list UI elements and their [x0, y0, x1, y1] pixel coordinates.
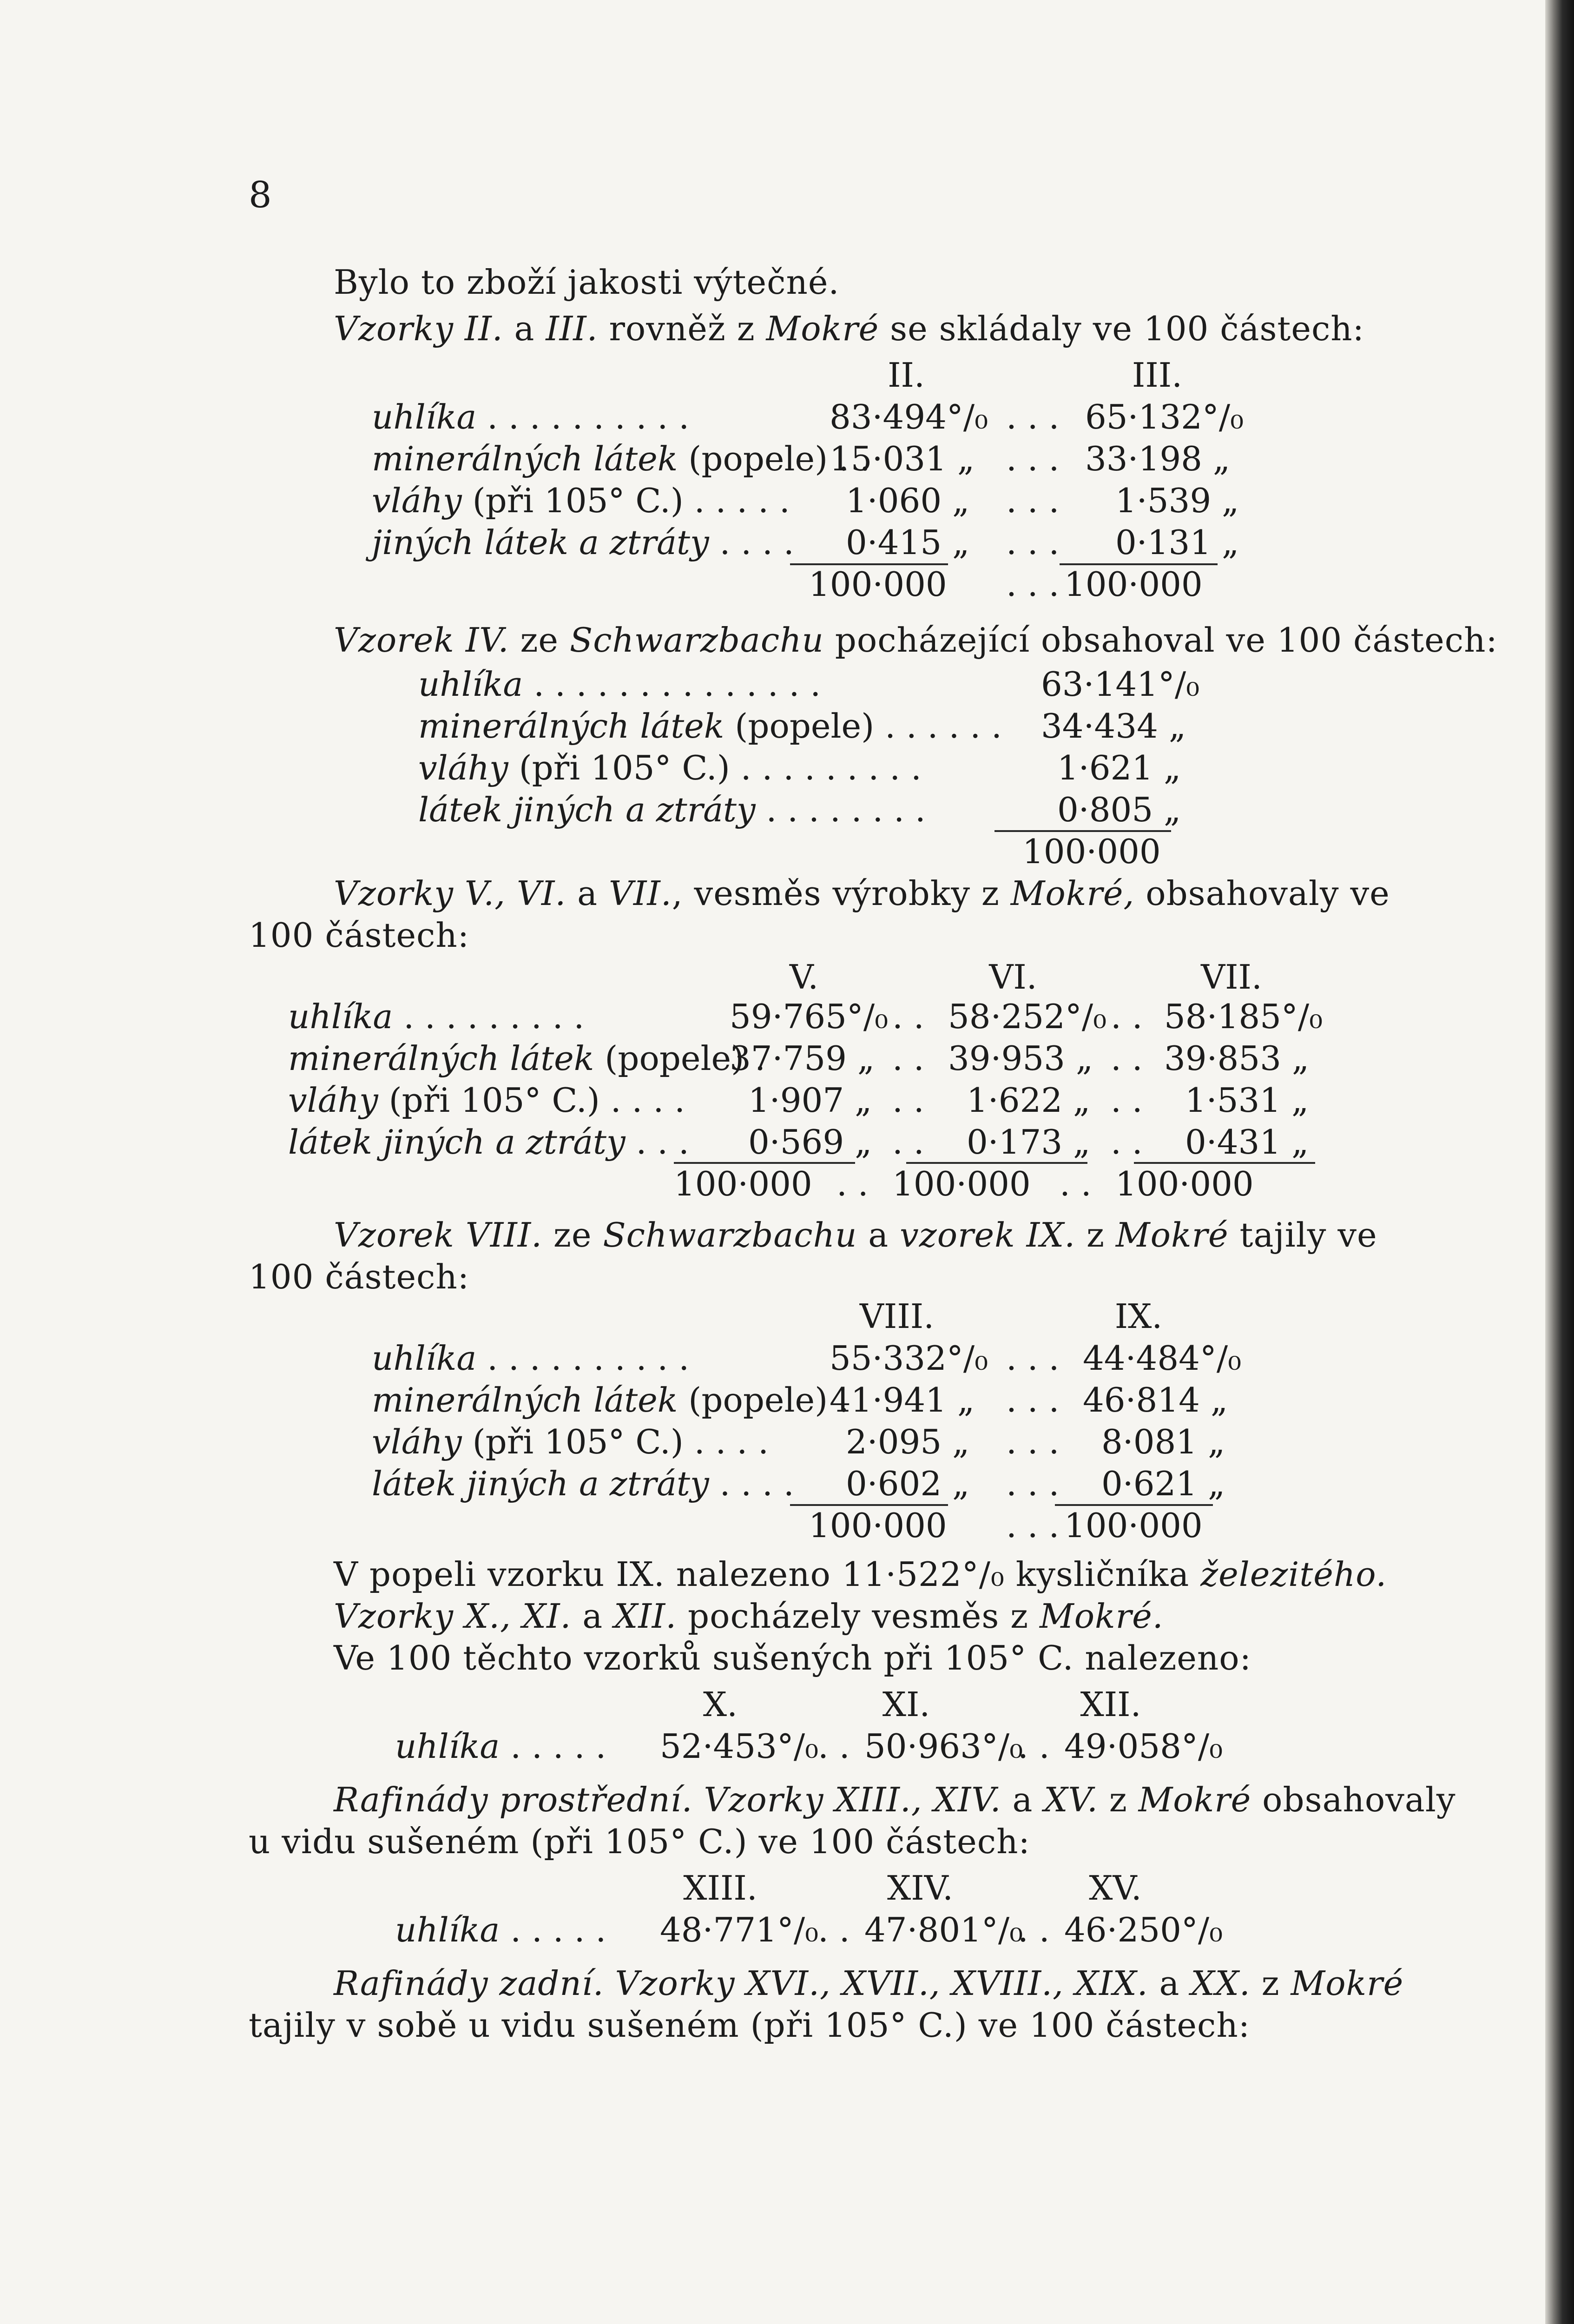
- s7-lead: Rafinády zadní. Vzorky XVI., XVII., XVIII., XIX. a XX. z Mokré: [334, 1964, 1404, 2003]
- s3-lead-line2: 100 částech:: [249, 916, 470, 955]
- s3-row-label: vláhy (při 105° C.) . . . .: [288, 1081, 685, 1120]
- s3-row-sep2: . .: [1111, 997, 1143, 1036]
- s1-row-sep: . . .: [1006, 397, 1060, 436]
- s4-row-label: látek jiných a ztráty . . . .: [372, 1464, 794, 1503]
- s4-row-sep: . . .: [1006, 1380, 1060, 1419]
- s2-row-v1: 63·141°/₀: [1041, 665, 1200, 704]
- s2-row-v1: 1·621 „: [1057, 748, 1181, 787]
- s1-row-v1: 83·494°/₀: [830, 397, 988, 436]
- s5-row-v2: 50·963°/₀: [864, 1727, 1023, 1766]
- s3-row-sep1: . .: [892, 1039, 924, 1078]
- s3-row-v3: 58·185°/₀: [1164, 997, 1323, 1036]
- s6-lead-line2: u vidu sušeném (při 105° C.) ve 100 částech:: [249, 1822, 1030, 1861]
- s3-sum-rule-2: [906, 1162, 1087, 1164]
- s1-row-sep: . . .: [1006, 481, 1060, 520]
- s4-lead-line2: 100 částech:: [249, 1257, 470, 1296]
- s1-header-iii: III.: [1132, 356, 1183, 395]
- s2-row-label: látek jiných a ztráty . . . . . . . .: [418, 790, 926, 829]
- s3-header-vi: VI.: [989, 957, 1037, 997]
- s3-row-v1: 59·765°/₀: [730, 997, 889, 1036]
- s1-row-v1: 1·060 „: [846, 481, 970, 520]
- s2-row-v1: 34·434 „: [1041, 706, 1186, 746]
- s4-row-v1: 2·095 „: [846, 1422, 970, 1461]
- s3-row-sep1: . .: [892, 997, 924, 1036]
- s3-row-sep2: . .: [1111, 1122, 1143, 1162]
- s6-row-sep1: . .: [818, 1910, 850, 1949]
- s1-row-sep: . . .: [1006, 439, 1060, 478]
- s3-row-v1: 1·907 „: [748, 1081, 872, 1120]
- s4-header-viii: VIII.: [859, 1297, 935, 1336]
- s5-header-x: X.: [703, 1685, 738, 1724]
- s3-sum-rule-3: [1134, 1162, 1315, 1164]
- s3-row-v2: 0·173 „: [967, 1122, 1091, 1162]
- s5-header-xii: XII.: [1080, 1685, 1141, 1724]
- s1-row-v2: 0·131 „: [1115, 523, 1239, 562]
- s3-header-vii: VII.: [1201, 957, 1262, 997]
- s1-header-ii: II.: [888, 356, 925, 395]
- s1-row-label: vláhy (při 105° C.) . . . . .: [372, 481, 790, 520]
- s2-total-1: 100·000: [1022, 832, 1161, 871]
- s5-row-v3: 49·058°/₀: [1064, 1727, 1223, 1766]
- s3-sum-rule-1: [674, 1162, 855, 1164]
- s3-row-label: minerálných látek (popele) .: [288, 1039, 766, 1078]
- s5-line2: Vzorky X., XI. a XII. pocházely vesměs z Mokré.: [334, 1597, 1164, 1636]
- s3-total-sep1: . .: [836, 1164, 869, 1203]
- s1-row-label: minerálných látek (popele) . .: [372, 439, 870, 478]
- s3-row-v2: 1·622 „: [967, 1081, 1091, 1120]
- s4-row-v2: 46·814 „: [1083, 1380, 1228, 1419]
- s3-row-sep1: . .: [892, 1122, 924, 1162]
- s3-row-sep1: . .: [892, 1081, 924, 1120]
- s4-row-sep: . . .: [1006, 1422, 1060, 1461]
- s6-row-v1: 48·771°/₀: [660, 1910, 819, 1949]
- s3-row-v2: 58·252°/₀: [948, 997, 1107, 1036]
- s5-row-sep1: . .: [818, 1727, 850, 1766]
- s6-row-v2: 47·801°/₀: [864, 1910, 1023, 1949]
- s3-row-label: látek jiných a ztráty . . .: [288, 1122, 689, 1162]
- s1-lead: Vzorky II. a III. rovněž z Mokré se skládaly ve 100 částech:: [334, 309, 1364, 348]
- s1-total-sep: . . .: [1006, 565, 1060, 604]
- s4-row-label: minerálných látek (popele) .: [372, 1380, 850, 1419]
- s7-lead-line2: tajily v sobě u vidu sušeném (při 105° C.) ve 100 částech:: [249, 2006, 1250, 2045]
- s3-row-v3: 0·431 „: [1185, 1122, 1309, 1162]
- s3-row-v1: 0·569 „: [748, 1122, 872, 1162]
- s6-row-v3: 46·250°/₀: [1064, 1910, 1223, 1949]
- s2-row-label: vláhy (při 105° C.) . . . . . . . . .: [418, 748, 922, 787]
- s4-header-ix: IX.: [1114, 1297, 1163, 1336]
- s6-header-xiv: XIV.: [887, 1868, 953, 1908]
- s1-row-v2: 65·132°/₀: [1085, 397, 1244, 436]
- s5-line3: Ve 100 těchto vzorků sušených při 105° C. nalezeno:: [334, 1638, 1251, 1677]
- s3-row-sep2: . .: [1111, 1081, 1143, 1120]
- s5-row-v1: 52·453°/₀: [660, 1727, 819, 1766]
- s5-line1: V popeli vzorku IX. nalezeno 11·522°/₀ kysličníka železitého.: [334, 1555, 1387, 1594]
- s6-header-xv: XV.: [1089, 1868, 1142, 1908]
- s1-row-label: uhlíka . . . . . . . . . .: [372, 397, 690, 436]
- s4-row-v2: 8·081 „: [1101, 1422, 1225, 1461]
- s3-row-label: uhlíka . . . . . . . . .: [288, 997, 585, 1036]
- s6-row-sep2: . .: [1018, 1910, 1050, 1949]
- s3-row-v2: 39·953 „: [948, 1039, 1093, 1078]
- s2-row-v1: 0·805 „: [1057, 790, 1181, 829]
- s4-total-sep: . . .: [1006, 1506, 1060, 1545]
- s3-header-v: V.: [789, 957, 819, 997]
- s5-row-label: uhlíka . . . . .: [395, 1727, 606, 1766]
- s1-row-v1: 15·031 „: [830, 439, 975, 478]
- s1-total-1: 100·000: [809, 565, 947, 604]
- s4-row-v2: 0·621 „: [1101, 1464, 1225, 1503]
- s5-header-xi: XI.: [882, 1685, 930, 1724]
- s6-lead: Rafinády prostřední. Vzorky XIII., XIV. a XV. z Mokré obsahovaly: [334, 1780, 1456, 1819]
- s4-row-sep: . . .: [1006, 1464, 1060, 1503]
- s1-row-v1: 0·415 „: [846, 523, 970, 562]
- s5-row-sep2: . .: [1018, 1727, 1050, 1766]
- s4-total-2: 100·000: [1064, 1506, 1203, 1545]
- s6-row-label: uhlíka . . . . .: [395, 1910, 606, 1949]
- s4-row-v1: 55·332°/₀: [830, 1339, 988, 1378]
- s3-total-sep2: . .: [1060, 1164, 1092, 1203]
- page-edge-shadow: [1545, 0, 1574, 2324]
- s4-row-sep: . . .: [1006, 1339, 1060, 1378]
- page-number: 8: [249, 174, 272, 216]
- s6-header-xiii: XIII.: [683, 1868, 757, 1908]
- s1-row-sep: . . .: [1006, 523, 1060, 562]
- s3-total-2: 100·000: [892, 1164, 1031, 1203]
- s3-row-v3: 1·531 „: [1185, 1081, 1309, 1120]
- s2-row-label: minerálných látek (popele) . . . . . .: [418, 706, 1002, 746]
- intro-line: Bylo to zboží jakosti výtečné.: [334, 263, 840, 302]
- s4-lead: Vzorek VIII. ze Schwarzbachu a vzorek IX. z Mokré tajily ve: [334, 1215, 1377, 1254]
- s4-row-label: vláhy (při 105° C.) . . . .: [372, 1422, 769, 1461]
- s1-row-v2: 1·539 „: [1115, 481, 1239, 520]
- s4-row-v2: 44·484°/₀: [1083, 1339, 1242, 1378]
- s4-total-1: 100·000: [809, 1506, 947, 1545]
- s3-row-sep2: . .: [1111, 1039, 1143, 1078]
- s1-row-v2: 33·198 „: [1085, 439, 1231, 478]
- s3-total-3: 100·000: [1115, 1164, 1254, 1203]
- s4-row-v1: 0·602 „: [846, 1464, 970, 1503]
- s3-total-1: 100·000: [674, 1164, 812, 1203]
- s1-row-label: jiných látek a ztráty . . . .: [372, 523, 794, 562]
- s2-lead: Vzorek IV. ze Schwarzbachu pocházející obsahoval ve 100 částech:: [334, 621, 1498, 660]
- s3-row-v1: 37·759 „: [730, 1039, 875, 1078]
- s1-total-2: 100·000: [1064, 565, 1203, 604]
- s3-row-v3: 39·853 „: [1164, 1039, 1310, 1078]
- s4-row-label: uhlíka . . . . . . . . . .: [372, 1339, 690, 1378]
- s2-row-label: uhlíka . . . . . . . . . . . . . .: [418, 665, 821, 704]
- s3-lead: Vzorky V., VI. a VII., vesměs výrobky z Mokré, obsahovaly ve: [334, 874, 1390, 913]
- s4-row-v1: 41·941 „: [830, 1380, 975, 1419]
